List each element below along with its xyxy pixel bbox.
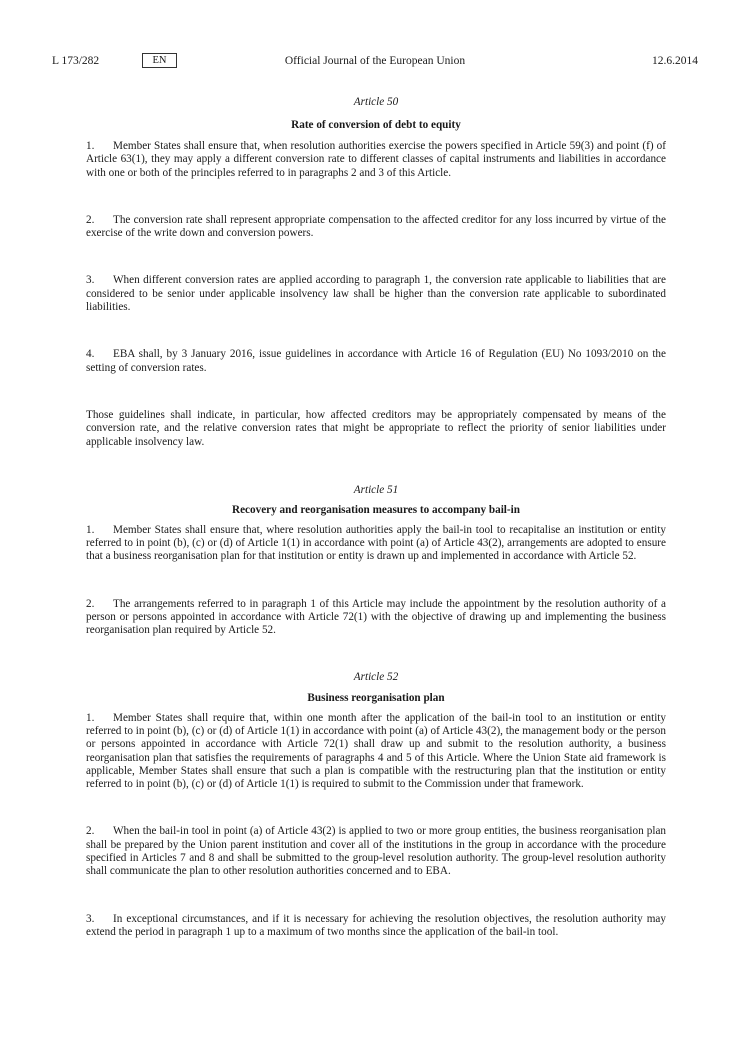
paragraph-number: 2.: [86, 825, 95, 838]
paragraph: [86, 409, 666, 449]
paragraph: [86, 524, 666, 564]
paragraph-number: 1.: [86, 711, 95, 724]
paragraph-number: 4.: [86, 348, 95, 361]
paragraph-text: The arrangements referred to in paragraph 1 of this Article may include the appointment by the resolution authority of a person or persons appointed in accordance with Article 72(1) with the objective of drawing up and implementing the business reorganisation plan required by Article 52.: [86, 597, 666, 637]
paragraph-text: The conversion rate shall represent appropriate compensation to the affected creditor for any loss incurred by virtue of the exercise of the write down and conversion powers.: [86, 213, 666, 240]
paragraph-number: 2.: [86, 213, 95, 226]
article-number: Article 51: [353, 483, 399, 496]
article-52: [86, 671, 666, 940]
paragraph: [86, 712, 666, 792]
paragraph-text: Member States shall ensure that, where resolution authorities apply the bail-in tool to recapitalise an institution or entity referred to in point (b), (c) or (d) of Article 1(1) in accordance with point (a) of Article 43(2), arrangements are adopted to ensure that a business reorganisation plan for that institution or entity is drawn up and implemented in accordance with Article 52.: [86, 523, 666, 563]
paragraph: [86, 348, 666, 375]
paragraph-text: When different conversion rates are applied according to paragraph 1, the conversion rate applicable to liabilities that are considered to be senior under applicable insolvency law shall be higher than the conversion rate applicable to subordinated liabilities.: [86, 274, 666, 314]
paragraph: [86, 825, 666, 878]
article-title: Business reorganisation plan: [307, 691, 445, 704]
article-50: [86, 96, 666, 449]
paragraph-text: When the bail-in tool in point (a) of Article 43(2) is applied to two or more group entities, the business reorganisation plan shall be prepared by the Union parent institution and cover all of the institutions in the group in accordance with the procedure specified in Articles 7 and 8 and shall be submitted to the group-level resolution authority. The group-level resolution authority shall communicate the plan to other resolution authorities concerned and to EBA.: [86, 825, 666, 878]
paragraph: [86, 274, 666, 314]
article-51: [86, 484, 666, 638]
paragraph-number: 3.: [86, 912, 95, 925]
paragraph: [86, 214, 666, 241]
publication-date: 12.6.2014: [652, 55, 698, 67]
document-body: [86, 96, 666, 939]
paragraph-text: Member States shall require that, within one month after the application of the bail-in tool to an institution or entity referred to in point (b), (c) or (d) of Article 1(1) in accordance with point (a) of Article 43(2), the management body or the person or persons appointed in accordance with Article 72(1) shall draw up and submit to the resolution authority, a business reorganisation plan that satisfies the requirements of paragraphs 4 and 5 of this Article. Where the Union State aid framework is applicable, Member States shall ensure that such a plan is compatible with the restructuring plan that the institution or entity referred to in point (b), (c) or (d) of Article 1(1) is required to submit to the Commission under that framework.: [86, 711, 666, 791]
language-badge: EN: [142, 53, 177, 68]
paragraph-number: 2.: [86, 597, 95, 610]
paragraph: [86, 140, 666, 180]
paragraph-number: 3.: [86, 274, 95, 287]
article-title: Recovery and reorganisation measures to accompany bail-in: [232, 503, 520, 516]
paragraph-number: 1.: [86, 140, 95, 152]
paragraph-text: Those guidelines shall indicate, in particular, how affected creditors may be appropriately compensated by means of the conversion rate, and the relative conversion rates that might be appropriate to reflect the priority of senior liabilities under applicable insolvency law.: [86, 408, 666, 448]
article-number: Article 52: [353, 670, 399, 683]
journal-reference: L 173/282: [52, 55, 100, 67]
paragraph: [86, 598, 666, 638]
journal-title: Official Journal of the European Union: [284, 55, 466, 67]
paragraph-text: EBA shall, by 3 January 2016, issue guidelines in accordance with Article 16 of Regulation (EU) No 1093/2010 on the setting of conversion rates.: [86, 348, 666, 374]
article-number: Article 50: [353, 96, 399, 108]
paragraph: [86, 913, 666, 940]
article-title: Rate of conversion of debt to equity: [291, 119, 461, 131]
paragraph-text: In exceptional circumstances, and if it is necessary for achieving the resolution objectives, the resolution authority may extend the period in paragraph 1 up to a maximum of two months since the application of the bail-in tool.: [86, 912, 666, 938]
paragraph-text: Member States shall ensure that, when resolution authorities exercise the powers specified in Article 59(3) and point (f) of Article 63(1), they may apply a different conversion rate to different classes of capital instruments and liabilities in accordance with one or both of the principles referred to in paragraphs 2 and 3 of this Article.: [86, 140, 666, 179]
page-header: [52, 53, 698, 71]
paragraph-number: 1.: [86, 523, 95, 536]
